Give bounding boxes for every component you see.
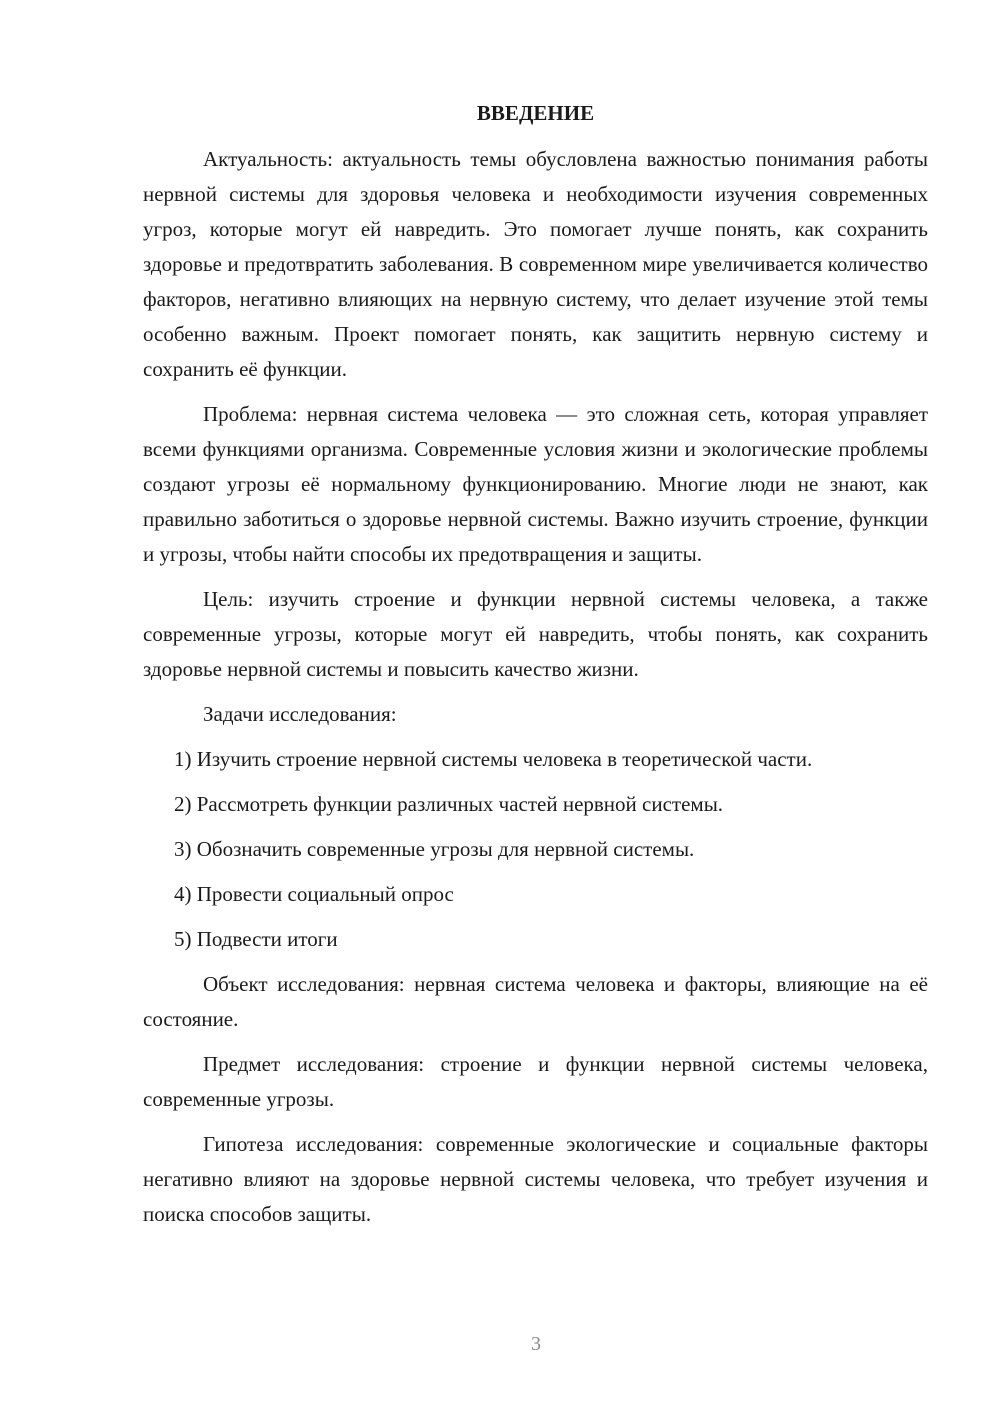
page-number: 3 <box>531 1333 541 1355</box>
paragraph-goal: Цель: изучить строение и функции нервной системы человека, а также современные угрозы, которые могут ей навредить, чтобы понять, как сохранить здоровье нервной системы и повысить качество жизни. <box>143 587 928 681</box>
section-title: ВВЕДЕНИЕ <box>476 101 595 125</box>
paragraph-hypothesis: Гипотеза исследования: современные экологические и социальные факторы негативно влияют на здоровье нервной системы человека, что требует изучения и поиска способов защиты. <box>143 1132 928 1226</box>
task-item-2: 2) Рассмотреть функции различных частей нервной системы. <box>174 792 724 816</box>
task-item-3: 3) Обозначить современные угрозы для нервной системы. <box>174 837 695 861</box>
paragraph-subject: Предмет исследования: строение и функции нервной системы человека, современные угрозы. <box>143 1052 928 1111</box>
tasks-heading: Задачи исследования: <box>203 702 397 726</box>
task-item-1: 1) Изучить строение нервной системы человека в теоретической части. <box>174 747 813 771</box>
task-item-5: 5) Подвести итоги <box>174 927 338 951</box>
paragraph-problem: Проблема: нервная система человека — это сложная сеть, которая управляет всеми функциями организма. Современные условия жизни и экологические проблемы создают угрозы её нормальному функционированию. Многие люди не знают, как правильно заботиться о здоровье нервной системы. Важно изучить строение, функции и угрозы, чтобы найти способы их предотвращения и защиты. <box>143 402 928 566</box>
tasks-list <box>143 742 928 957</box>
paragraph-relevance: Актуальность: актуальность темы обусловлена важностью понимания работы нервной системы для здоровья человека и необходимости изучения современных угроз, которые могут ей навредить. Это помогает лучше понять, как сохранить здоровье и предотвратить заболевания. В современном мире увеличивается количество факторов, негативно влияющих на нервную систему, что делает изучение этой темы особенно важным. Проект помогает понять, как защитить нервную систему и сохранить её функции. <box>143 147 928 381</box>
document-page <box>143 96 928 1242</box>
task-item-4: 4) Провести социальный опрос <box>174 882 454 906</box>
paragraph-object: Объект исследования: нервная система человека и факторы, влияющие на её состояние. <box>143 972 928 1031</box>
